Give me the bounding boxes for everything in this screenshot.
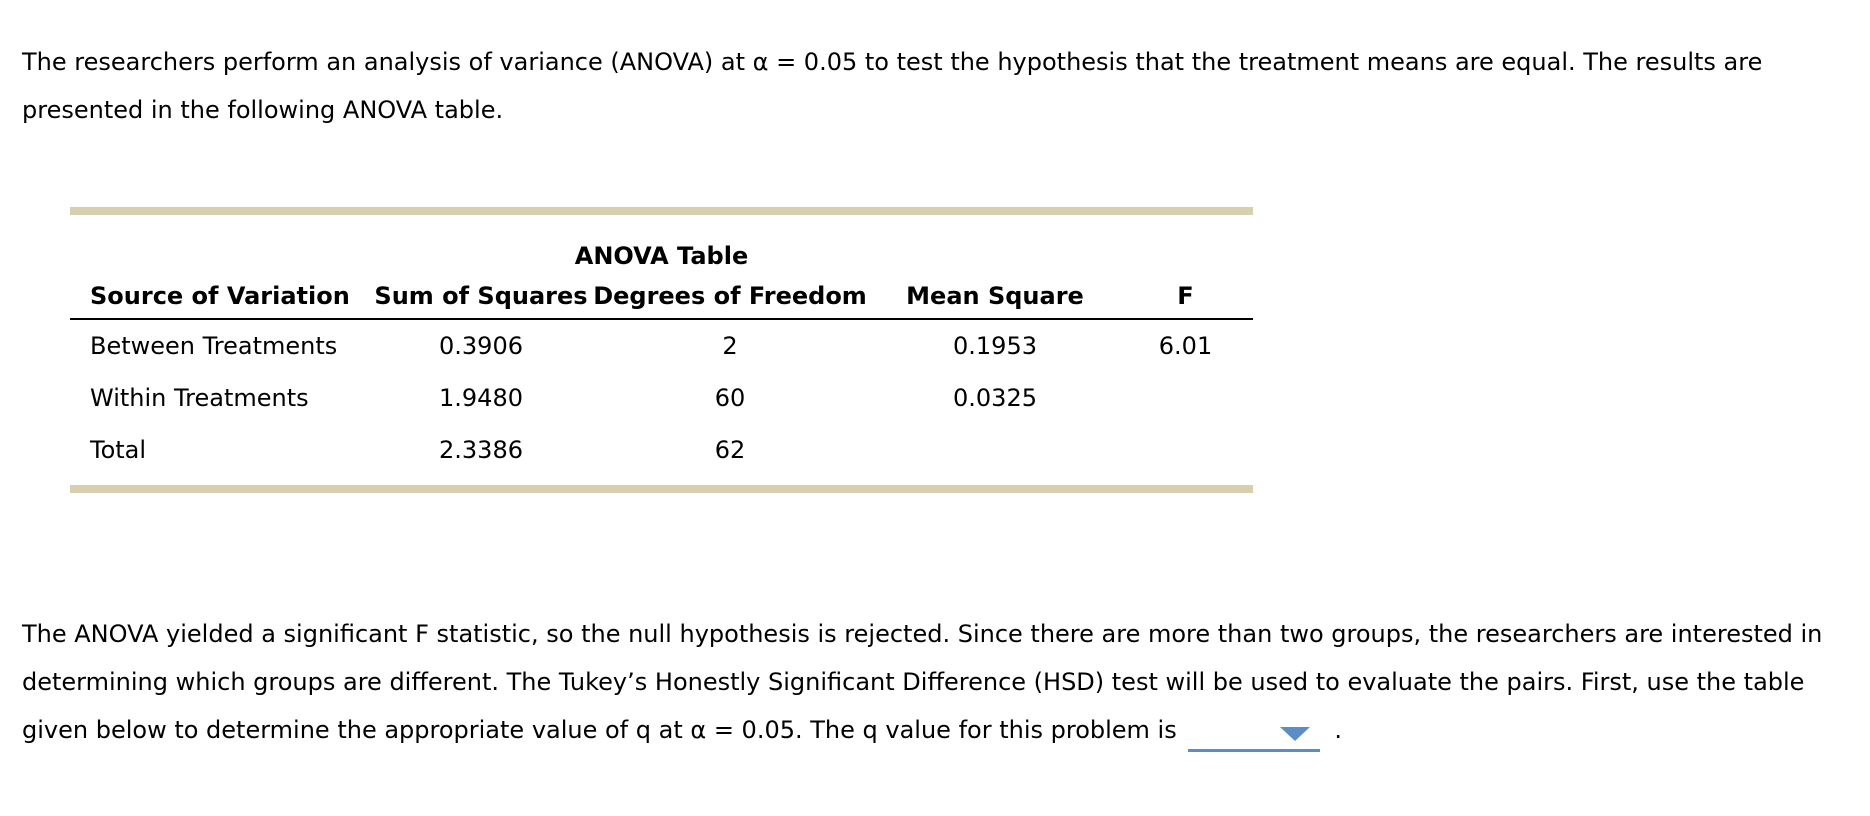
table-row (70, 319, 1253, 372)
cell-f (1118, 372, 1253, 424)
cell-source: Total (90, 436, 147, 464)
anova-table (70, 273, 1253, 476)
cell-degrees-of-freedom: 2 (722, 332, 738, 360)
cell-source: Within Treatments (90, 384, 309, 412)
cell-source: Between Treatments (90, 332, 338, 360)
cell-mean-square: 0.1953 (953, 332, 1037, 360)
anova-table-container (70, 207, 1253, 493)
q-value-dropdown[interactable] (1188, 713, 1320, 752)
header-source: Source of Variation (70, 273, 374, 319)
cell-degrees-of-freedom: 60 (714, 384, 746, 412)
chevron-down-icon[interactable] (1280, 727, 1310, 741)
header-sum-of-squares: Sum of Squares (374, 273, 588, 319)
table-top-rule (70, 207, 1253, 215)
header-f: F (1118, 273, 1253, 319)
table-bottom-rule (70, 485, 1253, 493)
table-header-row (70, 273, 1253, 319)
table-caption: ANOVA Table (574, 242, 749, 270)
cell-mean-square: 0.0325 (953, 384, 1037, 412)
table-row (70, 372, 1253, 424)
followup-paragraph (22, 610, 1852, 754)
cell-sum-of-squares: 2.3386 (439, 436, 523, 464)
header-mean-square: Mean Square (872, 273, 1118, 319)
cell-f: 6.01 (1158, 332, 1213, 360)
cell-f (1118, 424, 1253, 476)
trailing-period: . (1334, 716, 1342, 744)
intro-paragraph: The researchers perform an analysis of variance (ANOVA) at α = 0.05 to test the hypothesis that the treatment means are equal. The results are presented in the following ANOVA table. (22, 48, 1763, 124)
table-row (70, 424, 1253, 476)
cell-sum-of-squares: 1.9480 (439, 384, 523, 412)
cell-sum-of-squares: 0.3906 (439, 332, 523, 360)
followup-text: The ANOVA yielded a significant F statistic, so the null hypothesis is rejected. Since there are more than two groups, the researchers are interested in determining which groups are different. The Tukey’s Honestly Significant Difference (HSD) test will be used to evaluate the pairs. First, use the table given below to determine the appropriate value of q at α = 0.05. The q value for this problem is (22, 620, 1823, 744)
header-degrees-of-freedom: Degrees of Freedom (588, 273, 872, 319)
cell-mean-square (872, 424, 1118, 476)
cell-degrees-of-freedom: 62 (714, 436, 746, 464)
